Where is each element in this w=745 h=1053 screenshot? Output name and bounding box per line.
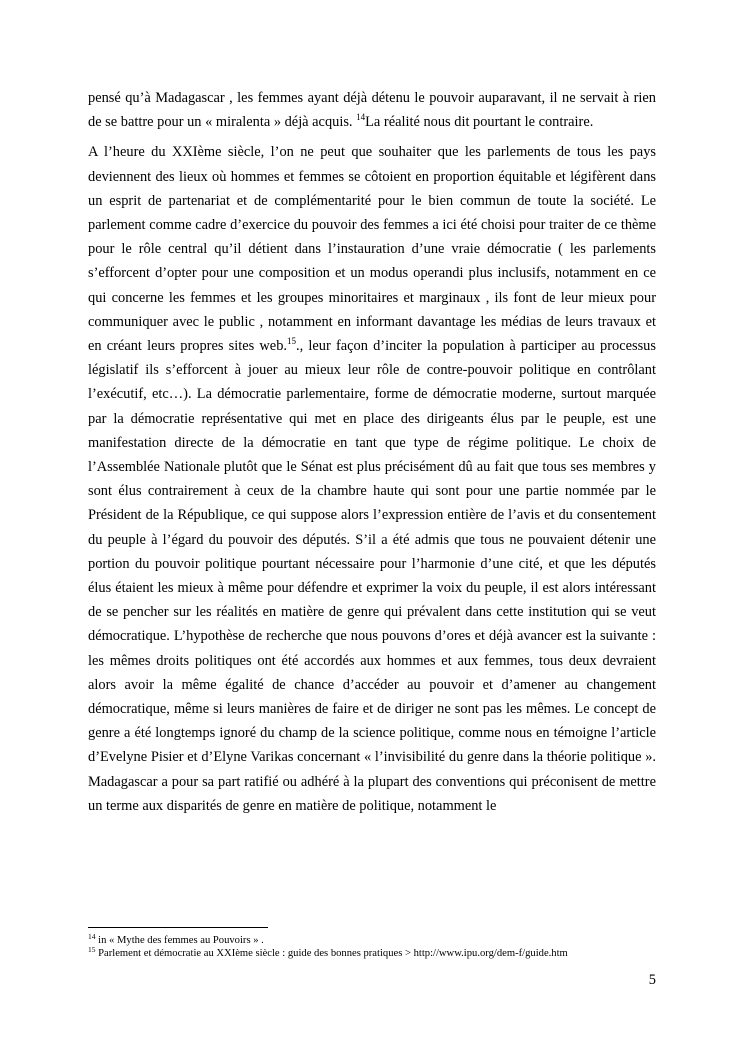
footnotes	[88, 934, 668, 960]
paragraph-1	[88, 86, 656, 134]
paragraph-2-text-a: A l’heure du XXIème siècle, l’on ne peut que souhaiter que les parlements de tous les pays deviennent des lieux où hommes et femmes se côtoient en proportion équitable et légifèrent dans un esprit de partenariat et de complémentarité pour le bien commun de toute la société. Le parlement comme cadre d’exercice du pouvoir des femmes a ici été choisi pour traiter de ce thème pour le rôle central qu’il détient dans l’instauration d’une vraie démocratie ( les parlements s’efforcent d’opter pour une composition et un modus operandi plus inclusifs, notamment en ce qui concerne les femmes et les groupes minoritaires et marginaux , ils font de leur mieux pour communiquer avec le public , notamment en informant davantage les médias de leurs travaux et en créant leurs propres sites web.	[88, 144, 656, 355]
body-text	[88, 86, 656, 818]
footnote-ref-15[interactable]: 15	[286, 336, 296, 347]
footnote-text[interactable]: Parlement et démocratie au XXIème siècle : guide des bonnes pratiques > http://www.ipu.org/dem-f/guide.htm	[95, 948, 568, 959]
page-number: 5	[648, 972, 656, 988]
footnote-number: 14	[88, 932, 96, 941]
paragraph-2-text-b: ., leur façon d’inciter la population à participer au processus législatif ils s’efforcent à jouer au mieux leur rôle de contre-pouvoir politique en contrôlant l’exécutif, etc…). La démocratie parlementaire, forme de démocratie moderne, surtout marquée par la démocratie représentative qui met en place des dirigeants élus par le peuple, est une manifestation directe de la démocratie en tant que type de régime politique. Le choix de l’Assemblée Nationale plutôt que le Sénat est plus précisément dû au fait que tous ses membres y sont élus contrairement à ceux de la chambre haute qui sont pour une partie nommée par le Président de la République, ce qui suppose alors l’expression entière de l’avis et du consentement du peuple à l’égard du pouvoir des députés. S’il a été admis que tous ne pouvaient détenir une portion du pouvoir politique pourtant nécessaire pour l’harmonie d’une cité, et que les députés élus étaient les mieux à même pour défendre et exprimer la voix du peuple, il est alors intéressant de se pencher sur les réalités en matière de genre qui prévalent dans cette institution qui se veut démocratique. L’hypothèse de recherche que nous pouvons d’ores et déjà avancer est la suivante : les mêmes droits politiques ont été accordés aux hommes et aux femmes, tous deux devraient alors avoir la même égalité de chance d’accéder au pouvoir et d’amener au changement démocratique, même si leurs manières de faire et de diriger ne sont pas les mêmes. Le concept de genre a été longtemps ignoré du champ de la science politique, comme nous en témoigne l’article d’Evelyne Pisier et d’Elyne Varikas concernant « l’invisibilité du genre dans la théorie politique ». Madagascar a pour sa part ratifié ou adhéré à la plupart des conventions qui préconisent de mettre un terme aux disparités de genre en matière de politique, notamment le	[88, 338, 656, 814]
footnote-number: 15	[88, 945, 96, 954]
paragraph-1-text-b: La réalité nous dit pourtant le contraire.	[365, 114, 594, 131]
paragraph-1-text-a: pensé qu’à Madagascar , les femmes ayant déjà détenu le pouvoir auparavant, il ne servait à rien de se battre pour un « miralenta » déjà acquis.	[88, 90, 656, 131]
footnote-separator	[88, 927, 268, 928]
paragraph-2	[88, 140, 656, 818]
footnote-ref-14[interactable]: 14	[356, 112, 366, 123]
footnote-text: in « Mythe des femmes au Pouvoirs » .	[95, 935, 264, 946]
footnote-14	[88, 934, 668, 947]
footnote-15	[88, 947, 668, 960]
